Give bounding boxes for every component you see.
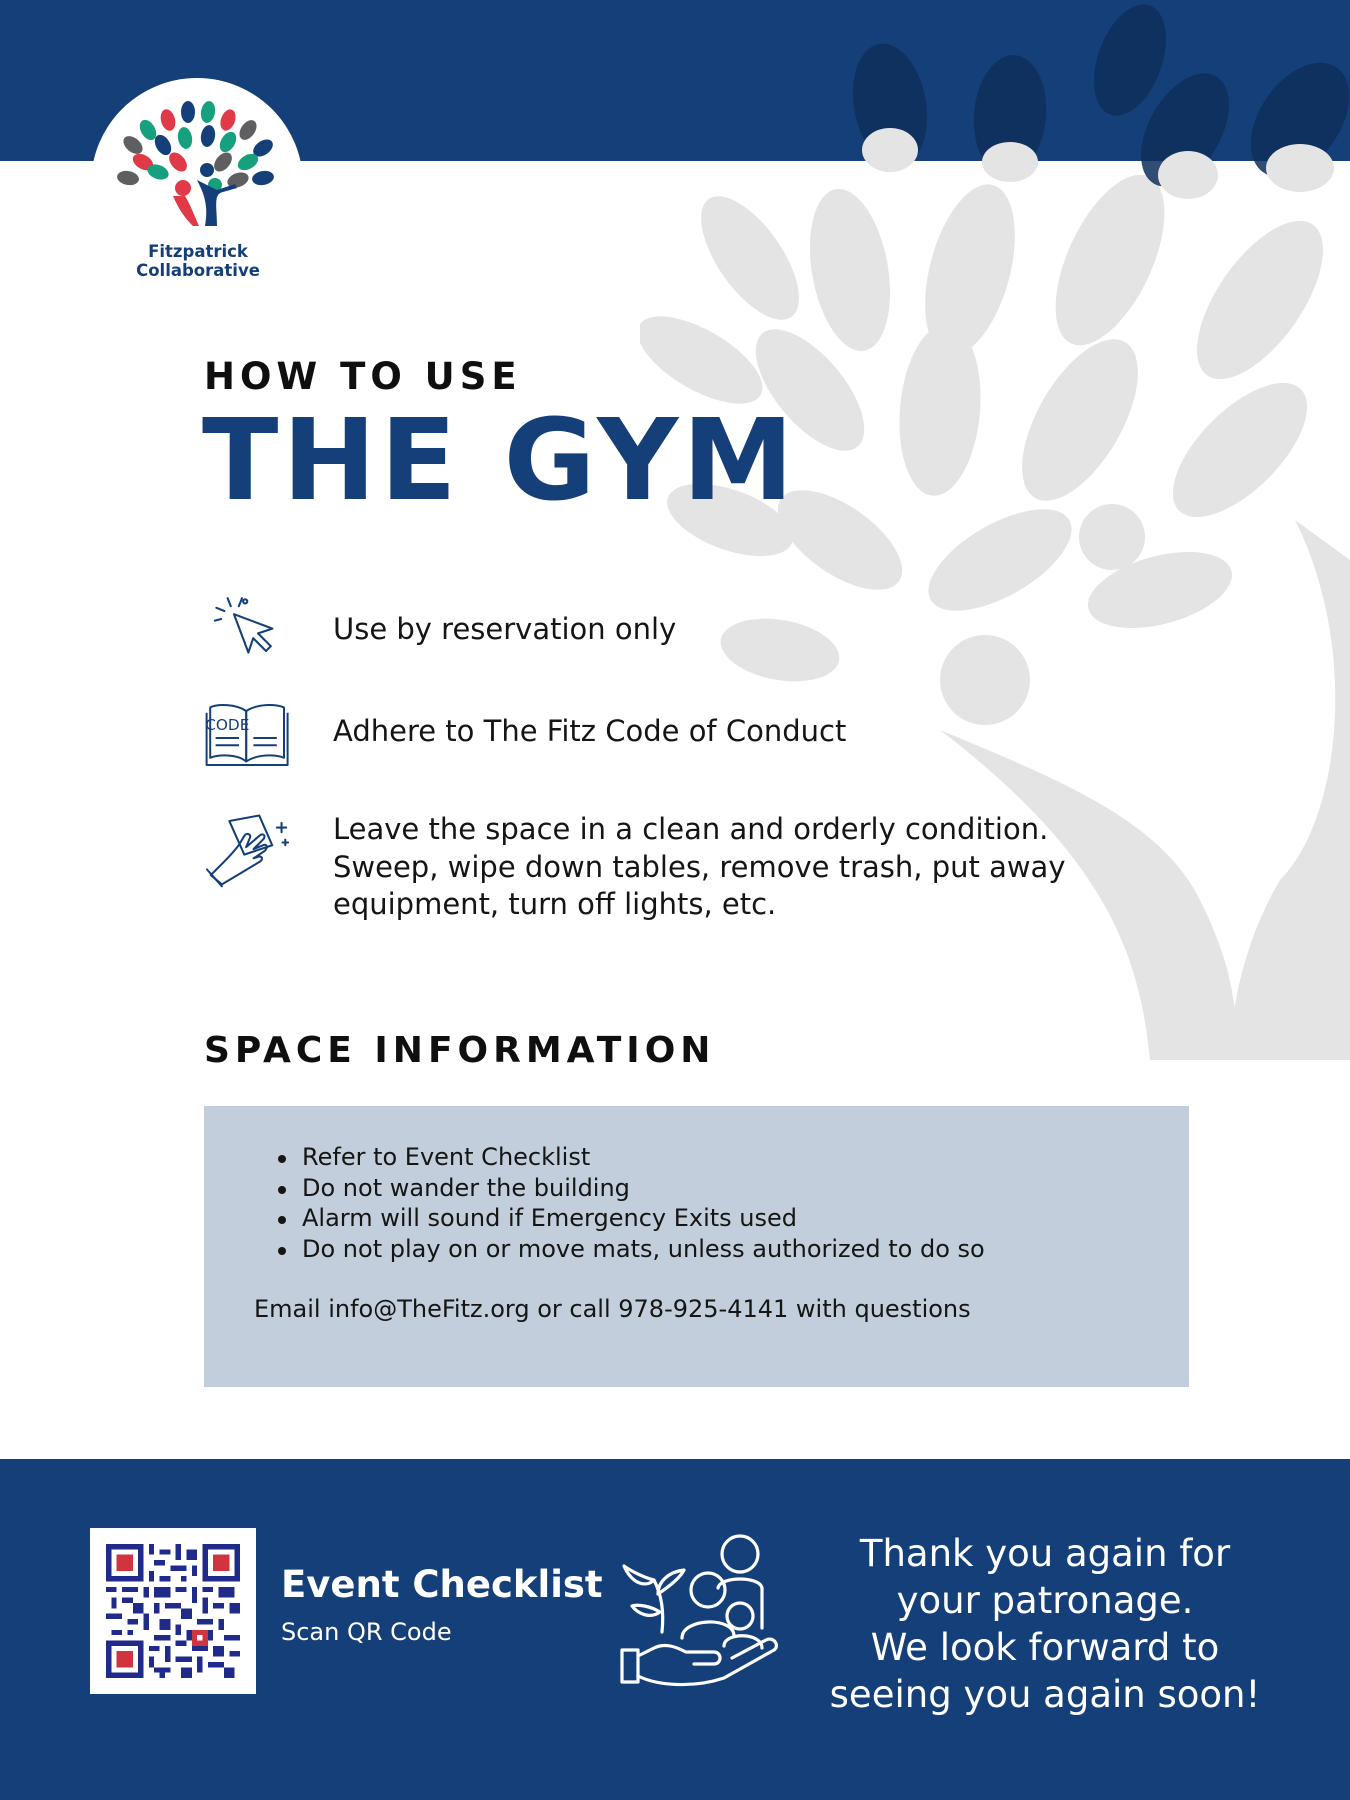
- rule-cleanliness: [200, 808, 1100, 928]
- code-book-icon-label: CODE: [205, 715, 250, 734]
- logo-line-1: Fitzpatrick: [148, 242, 248, 261]
- qr-code[interactable]: [106, 1544, 240, 1678]
- list-item: Do not wander the building: [274, 1173, 985, 1204]
- event-checklist-title: Event Checklist: [281, 1563, 603, 1606]
- page-title: THE GYM: [202, 396, 798, 526]
- code-book-icon: [200, 702, 296, 774]
- thank-you-line: seeing you again soon!: [829, 1673, 1261, 1716]
- rule-text-line: Leave the space in a clean and orderly condition.: [333, 812, 1049, 846]
- space-info-heading: SPACE INFORMATION: [204, 1030, 716, 1071]
- logo-line-2: Collaborative: [136, 261, 260, 280]
- page-kicker: HOW TO USE: [204, 355, 522, 398]
- thank-you-line: We look forward to: [870, 1626, 1220, 1669]
- rule-text-line: Adhere to The Fitz Code of Conduct: [333, 714, 847, 748]
- thank-you-line: your patronage.: [896, 1579, 1194, 1622]
- scan-qr-label: Scan QR Code: [281, 1618, 452, 1646]
- footer-band: [0, 1459, 1350, 1800]
- rule-reservation: [200, 586, 1100, 676]
- logo-wordmark: [120, 242, 276, 280]
- list-item: Alarm will sound if Emergency Exits used: [274, 1203, 985, 1234]
- rule-code-of-conduct: [200, 702, 1100, 782]
- cleaning-hand-icon: [200, 808, 296, 890]
- family-in-hand-icon: [614, 1532, 784, 1692]
- rule-text-line: equipment, turn off lights, etc.: [333, 887, 777, 921]
- qr-card[interactable]: [90, 1528, 256, 1694]
- thank-you-message: [800, 1530, 1290, 1718]
- rule-text-line: Use by reservation only: [333, 612, 677, 646]
- tree-people-logo-icon: [113, 100, 283, 250]
- thank-you-line: Thank you again for: [859, 1532, 1231, 1575]
- list-item: Do not play on or move mats, unless authorized to do so: [274, 1234, 985, 1265]
- space-info-list: [274, 1142, 985, 1264]
- space-info-box: [204, 1106, 1189, 1387]
- list-item: Refer to Event Checklist: [274, 1142, 985, 1173]
- cursor-click-icon: [210, 588, 290, 666]
- rule-text-line: Sweep, wipe down tables, remove trash, put away: [333, 850, 1066, 884]
- contact-info: Email info@TheFitz.org or call 978-925-4141 with questions: [254, 1295, 971, 1323]
